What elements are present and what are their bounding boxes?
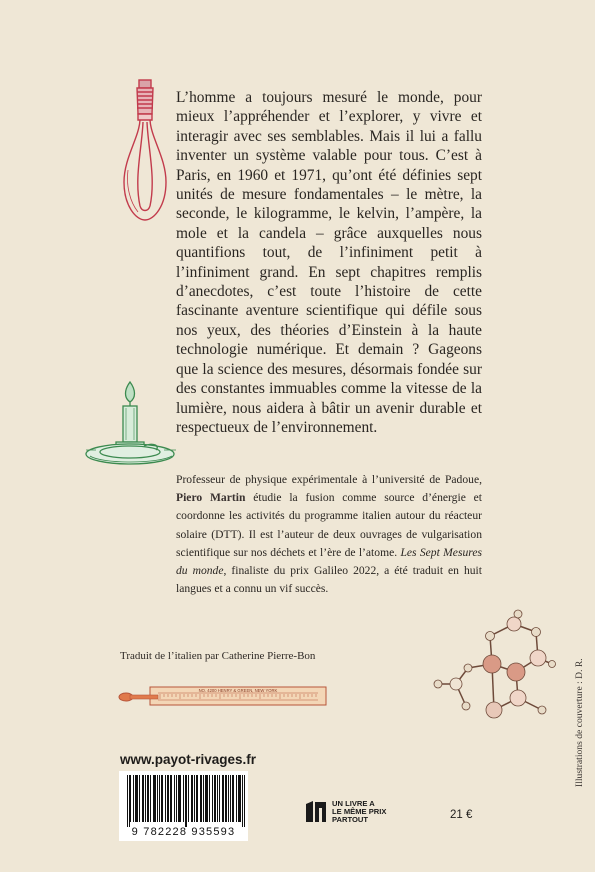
author-bio (176, 471, 482, 598)
barcode-bar (150, 775, 151, 822)
barcode-bar (222, 775, 223, 822)
barcode-bar (171, 775, 172, 822)
barcode-bar (185, 775, 186, 827)
barcode-bar (194, 775, 195, 822)
barcode-bar (180, 775, 181, 822)
thermometer-label: NO. 4200 HENRY & GREEN, NEW YORK (198, 688, 278, 693)
barcode-bar (147, 775, 148, 822)
bio-text-3: , finaliste du prix Galileo 2022, a été traduit en huit langues et a connu un vif succès. (176, 564, 482, 596)
book-logo-icon (305, 800, 327, 824)
barcode-bar (225, 775, 226, 822)
barcode-bar (178, 775, 179, 822)
barcode-bar (168, 775, 169, 822)
barcode-bar (207, 775, 208, 822)
barcode-bar (233, 775, 234, 822)
barcode-bar (161, 775, 162, 822)
author-name: Piero Martin (176, 491, 246, 505)
barcode-bar (157, 775, 158, 822)
logo-line-3: PARTOUT (332, 815, 368, 824)
barcode-bar (196, 775, 197, 822)
barcode-bar (201, 775, 202, 822)
barcode-bar (155, 775, 156, 822)
barcode-bars (119, 771, 248, 827)
publisher-logo (305, 800, 402, 824)
barcode-bar (217, 775, 218, 822)
barcode-bar (135, 775, 136, 822)
barcode-bar (188, 775, 189, 822)
barcode-bar (153, 775, 154, 822)
barcode-bar (148, 775, 149, 822)
thermometer-illustration (118, 684, 328, 708)
molecule-illustration (418, 606, 558, 722)
barcode-bar (174, 775, 175, 822)
lightbulb-illustration (120, 78, 170, 226)
barcode-bar (238, 775, 239, 822)
barcode-bar (197, 775, 198, 822)
logo-text (332, 800, 402, 824)
barcode-bar (212, 775, 213, 822)
barcode-bar (203, 775, 204, 822)
barcode-bar (130, 775, 131, 822)
blurb-paragraph (176, 88, 482, 437)
barcode-bar (240, 775, 241, 822)
barcode-bar (129, 775, 130, 827)
barcode-bar (159, 775, 160, 822)
barcode-bar (183, 775, 184, 822)
barcode-bar (242, 775, 243, 827)
barcode-bar (186, 775, 187, 827)
barcode-bar (226, 775, 227, 822)
barcode-bar (215, 775, 216, 822)
barcode-bar (143, 775, 144, 822)
barcode-bar (228, 775, 229, 822)
barcode (119, 771, 248, 841)
website-url[interactable]: www.payot-rivages.fr (120, 752, 257, 767)
barcode-bar (219, 775, 220, 822)
barcode-bar (162, 775, 163, 822)
barcode-bar (165, 775, 166, 822)
barcode-bar (192, 775, 193, 822)
candle-illustration (82, 380, 182, 470)
illustration-credits: Illustrations de couverture : D. R. (574, 658, 585, 787)
logo-line-2: LE MÊME PRIX (332, 807, 387, 816)
price: 21 € (450, 809, 473, 821)
barcode-bar (232, 775, 233, 822)
barcode-bar (236, 775, 237, 822)
barcode-bar (230, 775, 231, 822)
barcode-bar (127, 775, 128, 827)
barcode-bar (139, 775, 140, 822)
barcode-bar (223, 775, 224, 822)
barcode-bar (209, 775, 210, 822)
barcode-bar (142, 775, 143, 822)
barcode-bar (154, 775, 155, 822)
logo-line-1: UN LIVRE A (332, 799, 375, 808)
bio-text-2: étudie la fusion comme source d’énergie et coordonne les activités du programme italien autour du réacteur solaire (DTT). Il est l’auteur de deux ouvrages de vulgarisation scientifique sur nos déchets et l’ère de l’atome. (176, 491, 483, 559)
barcode-bar (170, 775, 171, 822)
barcode-bar (206, 775, 207, 822)
barcode-bar (133, 775, 134, 822)
bio-text-1: Professeur de physique expérimentale à l’université de Padoue, (176, 473, 482, 486)
book-title: Les Sept Mesures du monde (176, 545, 482, 578)
blurb-text: L’homme a toujours mesuré le monde, pour mieux l’appréhender et l’explorer, y vivre et interagir avec ses semblables. Mais il lui a fallu inventer un système valable pour tous. C’est à Paris, en 1960 et 1971, qu’ont été définies sept unités de mesure fondamentales – le mètre, la seconde, le kilogramme, le kelvin, l’ampère, la mole et la candela – grâce auxquelles nous quantifions tout, de l’infiniment petit à l’infiniment grand. En sept chapitres remplis d’anecdotes, c’est toute l’histoire de cette fascinante aventure scientifique qui défile sous nos yeux, des théories d’Einstein à la haute technologie numérique. Et demain ? Gageons que la science des mesures, désormais fondée sur des constantes immuables comme la vitesse de la lumière, nous aidera à bâtir un avenir durable et respectueux de l’environnement. (176, 89, 482, 436)
barcode-bar (239, 775, 240, 822)
isbn-digits: 9 782228 935593 (131, 826, 236, 838)
barcode-bar (214, 775, 215, 822)
barcode-bar (137, 775, 138, 822)
barcode-bar (244, 775, 245, 827)
barcode-bar (191, 775, 192, 822)
barcode-bar (176, 775, 177, 822)
barcode-bar (167, 775, 168, 822)
barcode-bar (145, 775, 146, 822)
translator-credit: Traduit de l’italien par Catherine Pierre-Bon (120, 650, 316, 662)
barcode-bar (205, 775, 206, 822)
barcode-bar (136, 775, 137, 822)
barcode-bar (200, 775, 201, 822)
barcode-bar (179, 775, 180, 822)
